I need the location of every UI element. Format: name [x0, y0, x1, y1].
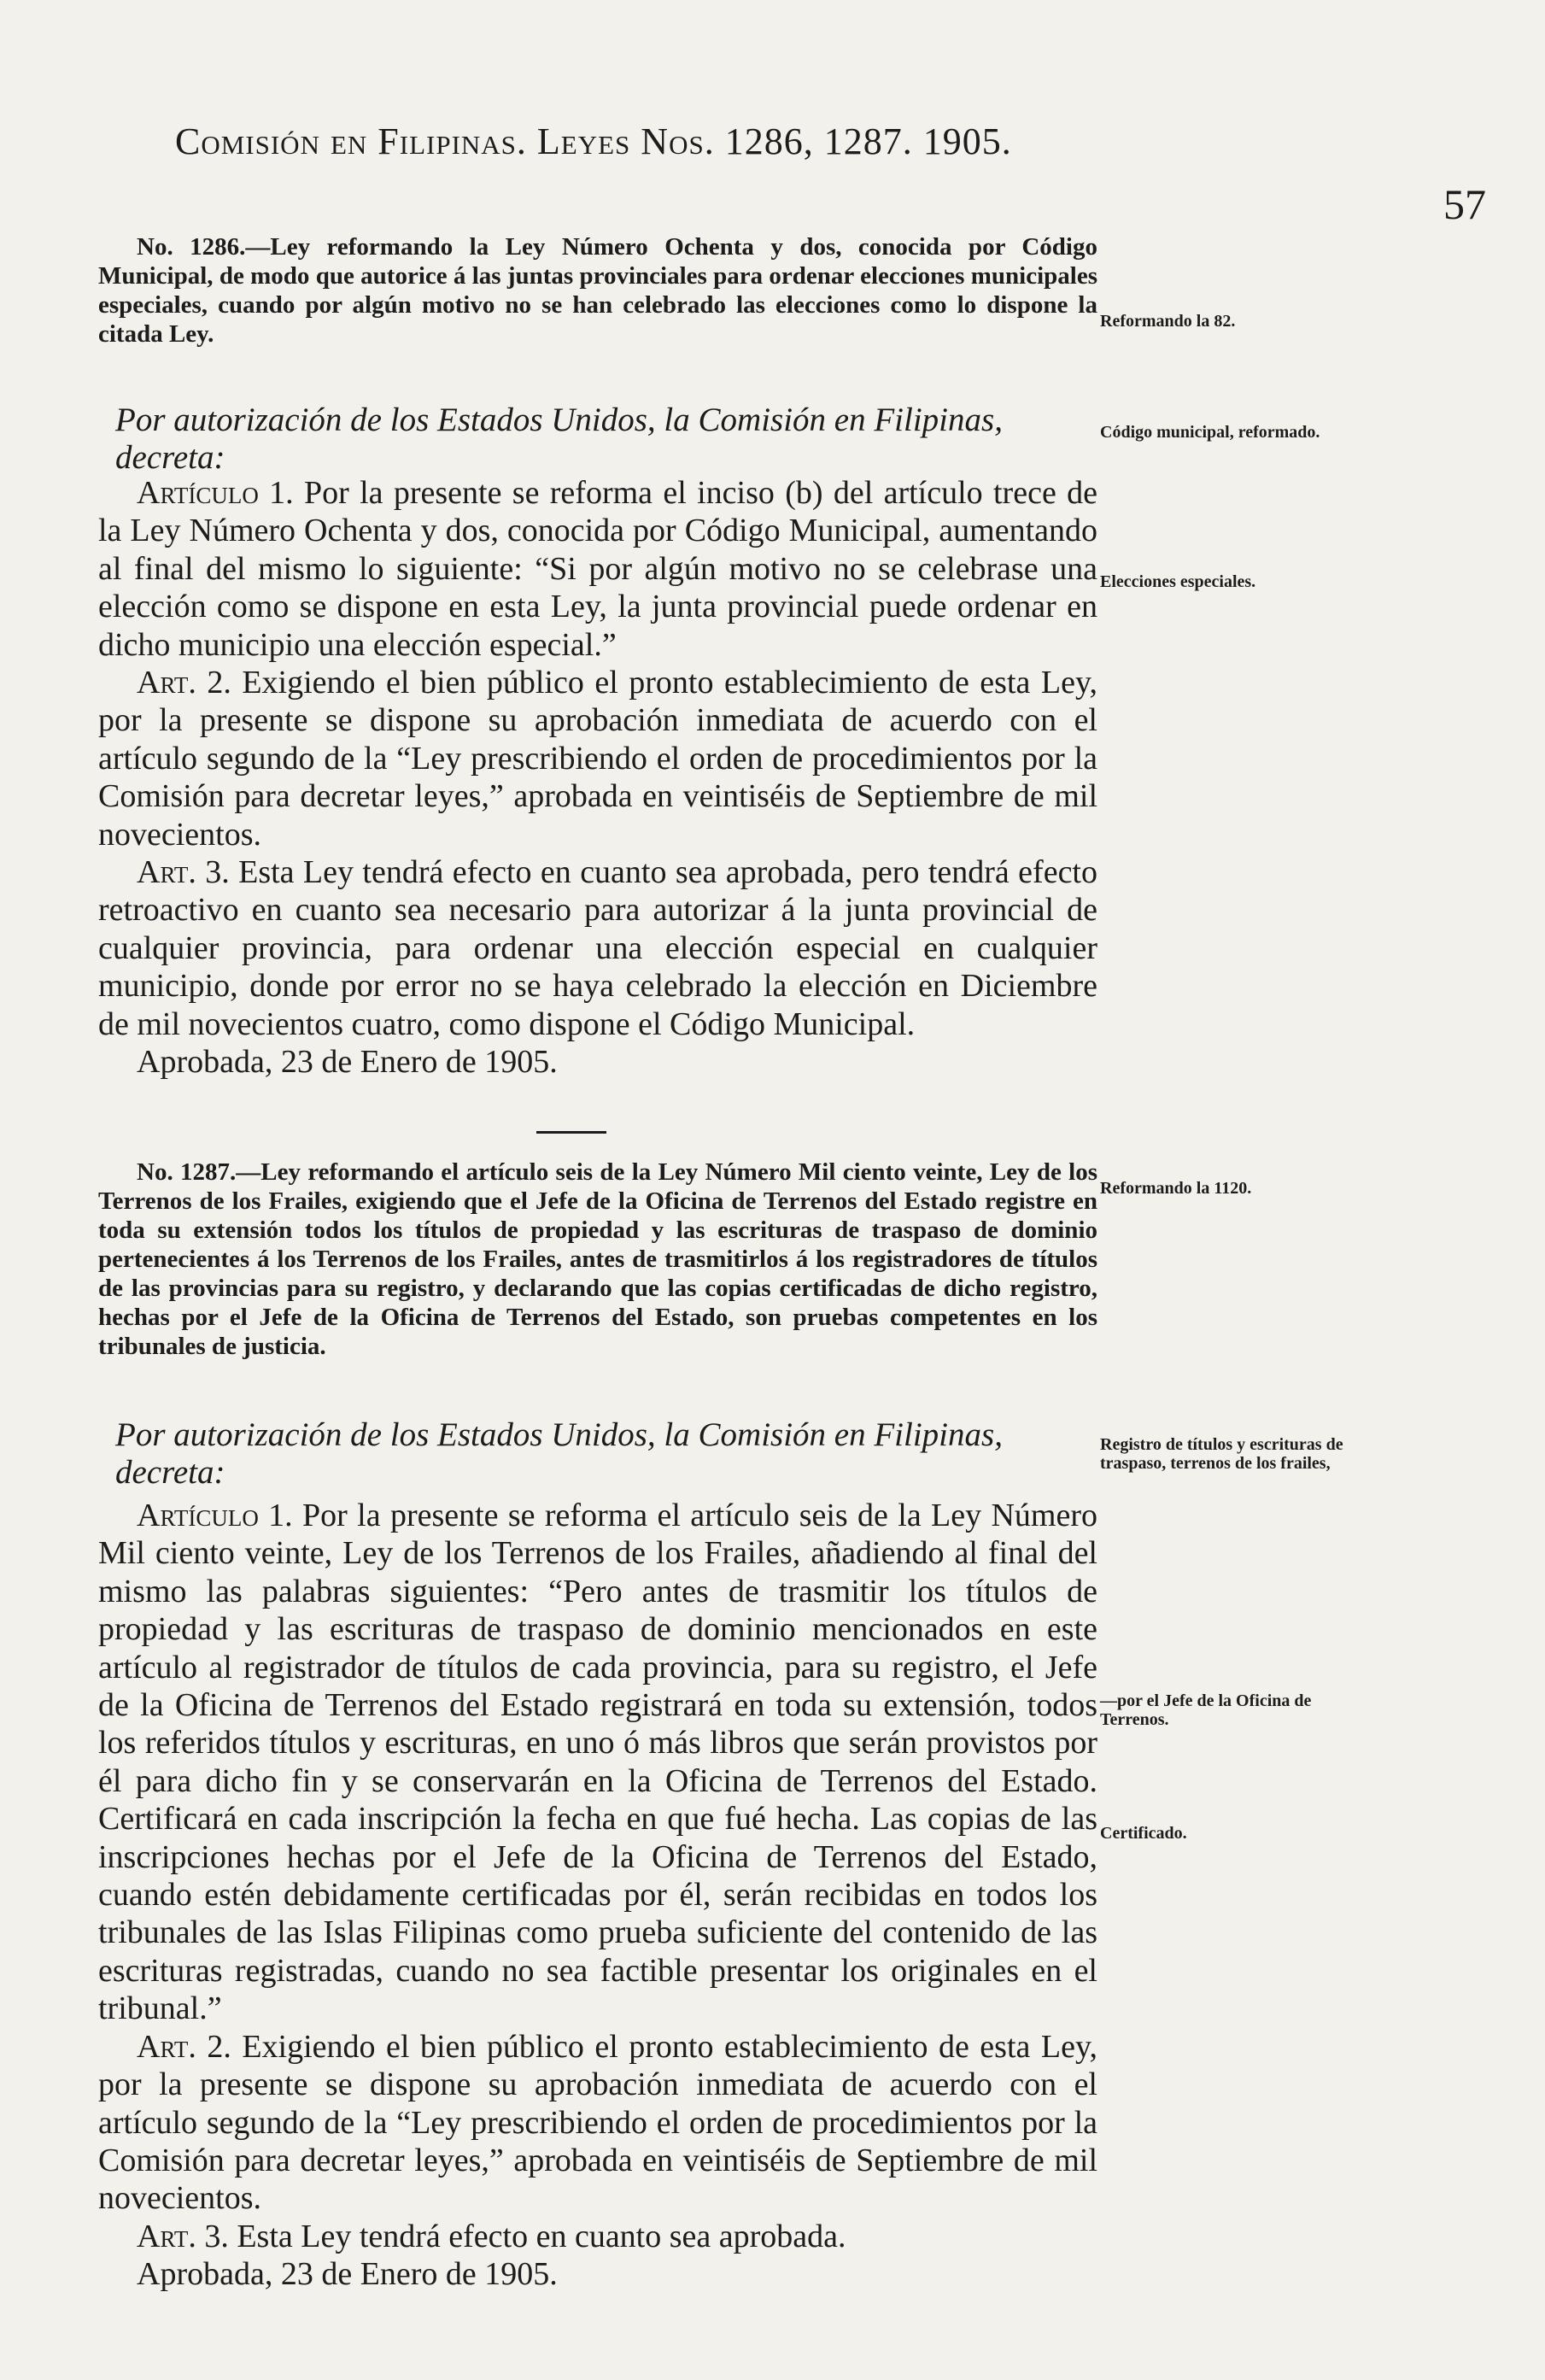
act-1286-article-3: [98, 853, 1097, 1043]
article-label: Art. 2.: [137, 665, 231, 701]
article-text: Esta Ley tendrá efecto en cuanto sea aprobada.: [228, 2218, 846, 2254]
act-1287-body: [98, 1497, 1097, 2294]
act-1287-article-2: [98, 2028, 1097, 2218]
margin-note-registro-titulos: Registro de títulos y escrituras de traspaso, terrenos de los frailes,: [1100, 1435, 1343, 1473]
act-1287-article-1: [98, 1497, 1097, 2028]
article-text: Exigiendo el bien público el pronto establecimiento de esta Ley, por la presente se dispone su aprobación inmediata de acuerdo con el artículo segundo de la “Ley prescribiendo el orden de procedimientos por la Comisión para decretar leyes,” aprobada en veintiséis de Septiembre de mil novecientos.: [98, 665, 1097, 853]
article-label: Artículo 1.: [137, 475, 294, 511]
article-label: Artículo 1.: [137, 1498, 293, 1533]
act-1286-approved: Aprobada, 23 de Enero de 1905.: [137, 1044, 558, 1081]
article-label: Art. 3.: [137, 2218, 229, 2254]
act-1287-summary: No. 1287.—Ley reformando el artículo seis de la Ley Número Mil ciento veinte, Ley de los Terrenos de los Frailes, exigiendo que el Jefe de la Oficina de Terrenos del Estado registre en toda su extensión todos los títulos de propiedad y las escrituras de traspaso de dominio pertenecientes á los Terrenos de los Frailes, antes de trasmitirlos á los registradores de títulos de las provincias para su registro, y declarando que las copias certificadas de dicho registro, hechas por el Jefe de la Oficina de Terrenos del Estado, son pruebas competentes en los tribunales de justicia.: [98, 1158, 1097, 1360]
article-text: Esta Ley tendrá efecto en cuanto sea aprobada, pero tendrá efecto retroactivo en cuanto sea necesario para autorizar á la junta provincial de cualquier provincia, para ordenar una elección especial en cualquier municipio, donde por error no se haya celebrado la elección en Diciembre de mil novecientos cuatro, como dispone el Código Municipal.: [98, 854, 1097, 1042]
margin-note-codigo-municipal: Código municipal, reformado.: [1100, 423, 1320, 442]
article-label: Art. 3.: [137, 854, 230, 891]
act-1286-article-2: [98, 664, 1097, 853]
margin-note-reformando-1120: Reformando la 1120.: [1100, 1179, 1252, 1198]
margin-note-jefe-oficina: —por el Jefe de la Oficina de Terrenos.: [1100, 1691, 1312, 1729]
margin-note-certificado: Certificado.: [1100, 1824, 1187, 1843]
act-1287-article-3: [98, 2218, 1097, 2255]
act-1286-summary: No. 1286.—Ley reformando la Ley Número Ochenta y dos, conocida por Código Municipal, de modo que autorice á las juntas provinciales para ordenar elecciones municipales especiales, cuando por algún motivo no se han celebrado las elecciones como lo dispone la citada Ley.: [98, 233, 1097, 348]
article-text: Por la presente se reforma el inciso (b) del artículo trece de la Ley Número Ochenta y dos, conocida por Código Municipal, aumentando al final del mismo lo siguiente: “Si por algún motivo no se celebrase una elección como se dispone en esta Ley, la junta provincial puede ordenar en dicho municipio una elección especial.”: [98, 475, 1098, 663]
page-number: 57: [1443, 180, 1486, 228]
margin-note-reformando-82: Reformando la 82.: [1100, 312, 1236, 331]
act-1287-approved: Aprobada, 23 de Enero de 1905.: [137, 2256, 558, 2293]
margin-note-elecciones-especiales: Elecciones especiales.: [1100, 572, 1256, 591]
act-1286-article-1: [98, 474, 1097, 664]
act-1287-enacting-clause: Por autorización de los Estados Unidos, la Comisión en Filipinas, decreta:: [115, 1416, 1003, 1491]
article-text: Por la presente se reforma el artículo seis de la Ley Número Mil ciento veinte, Ley de los Terrenos de los Frailes, añadiendo al final del mismo las palabras siguientes: “Pero antes de trasmitir los títulos de propiedad y las escrituras de traspaso de dominio mencionados en este artículo al registrador de títulos de cada provincia, para su registro, el Jefe de la Oficina de Terrenos del Estado registrará en toda su extensión, todos los referidos títulos y escrituras, en uno ó más libros que serán provistos por él para dicho fin y se conservarán en la Oficina de Terrenos del Estado. Certificará en cada inscripción la fecha en que fué hecha. Las copias de las inscripciones hechas por el Jefe de la Oficina de Terrenos del Estado, cuando estén debidamente certificadas por él, serán recibidas en todos los tribunales de las Islas Filipinas como prueba suficiente del contenido de las escrituras registradas, cuando no sea factible presentar los originales en el tribunal.”: [98, 1498, 1098, 2027]
running-header: Comisión en Filipinas. Leyes Nos. 1286, 1287. 1905.: [175, 120, 1012, 162]
act-1286-enacting-clause: Por autorización de los Estados Unidos, la Comisión en Filipinas, decreta:: [115, 402, 1003, 476]
article-text: Exigiendo el bien público el pronto establecimiento de esta Ley, por la presente se dispone su aprobación inmediata de acuerdo con el artículo segundo de la “Ley prescribiendo el orden de procedimientos por la Comisión para decretar leyes,” aprobada en veintiséis de Septiembre de mil novecientos.: [98, 2028, 1097, 2217]
act-1286-body: [98, 474, 1097, 1082]
article-label: Art. 2.: [137, 2028, 231, 2065]
section-divider: [536, 1131, 606, 1134]
